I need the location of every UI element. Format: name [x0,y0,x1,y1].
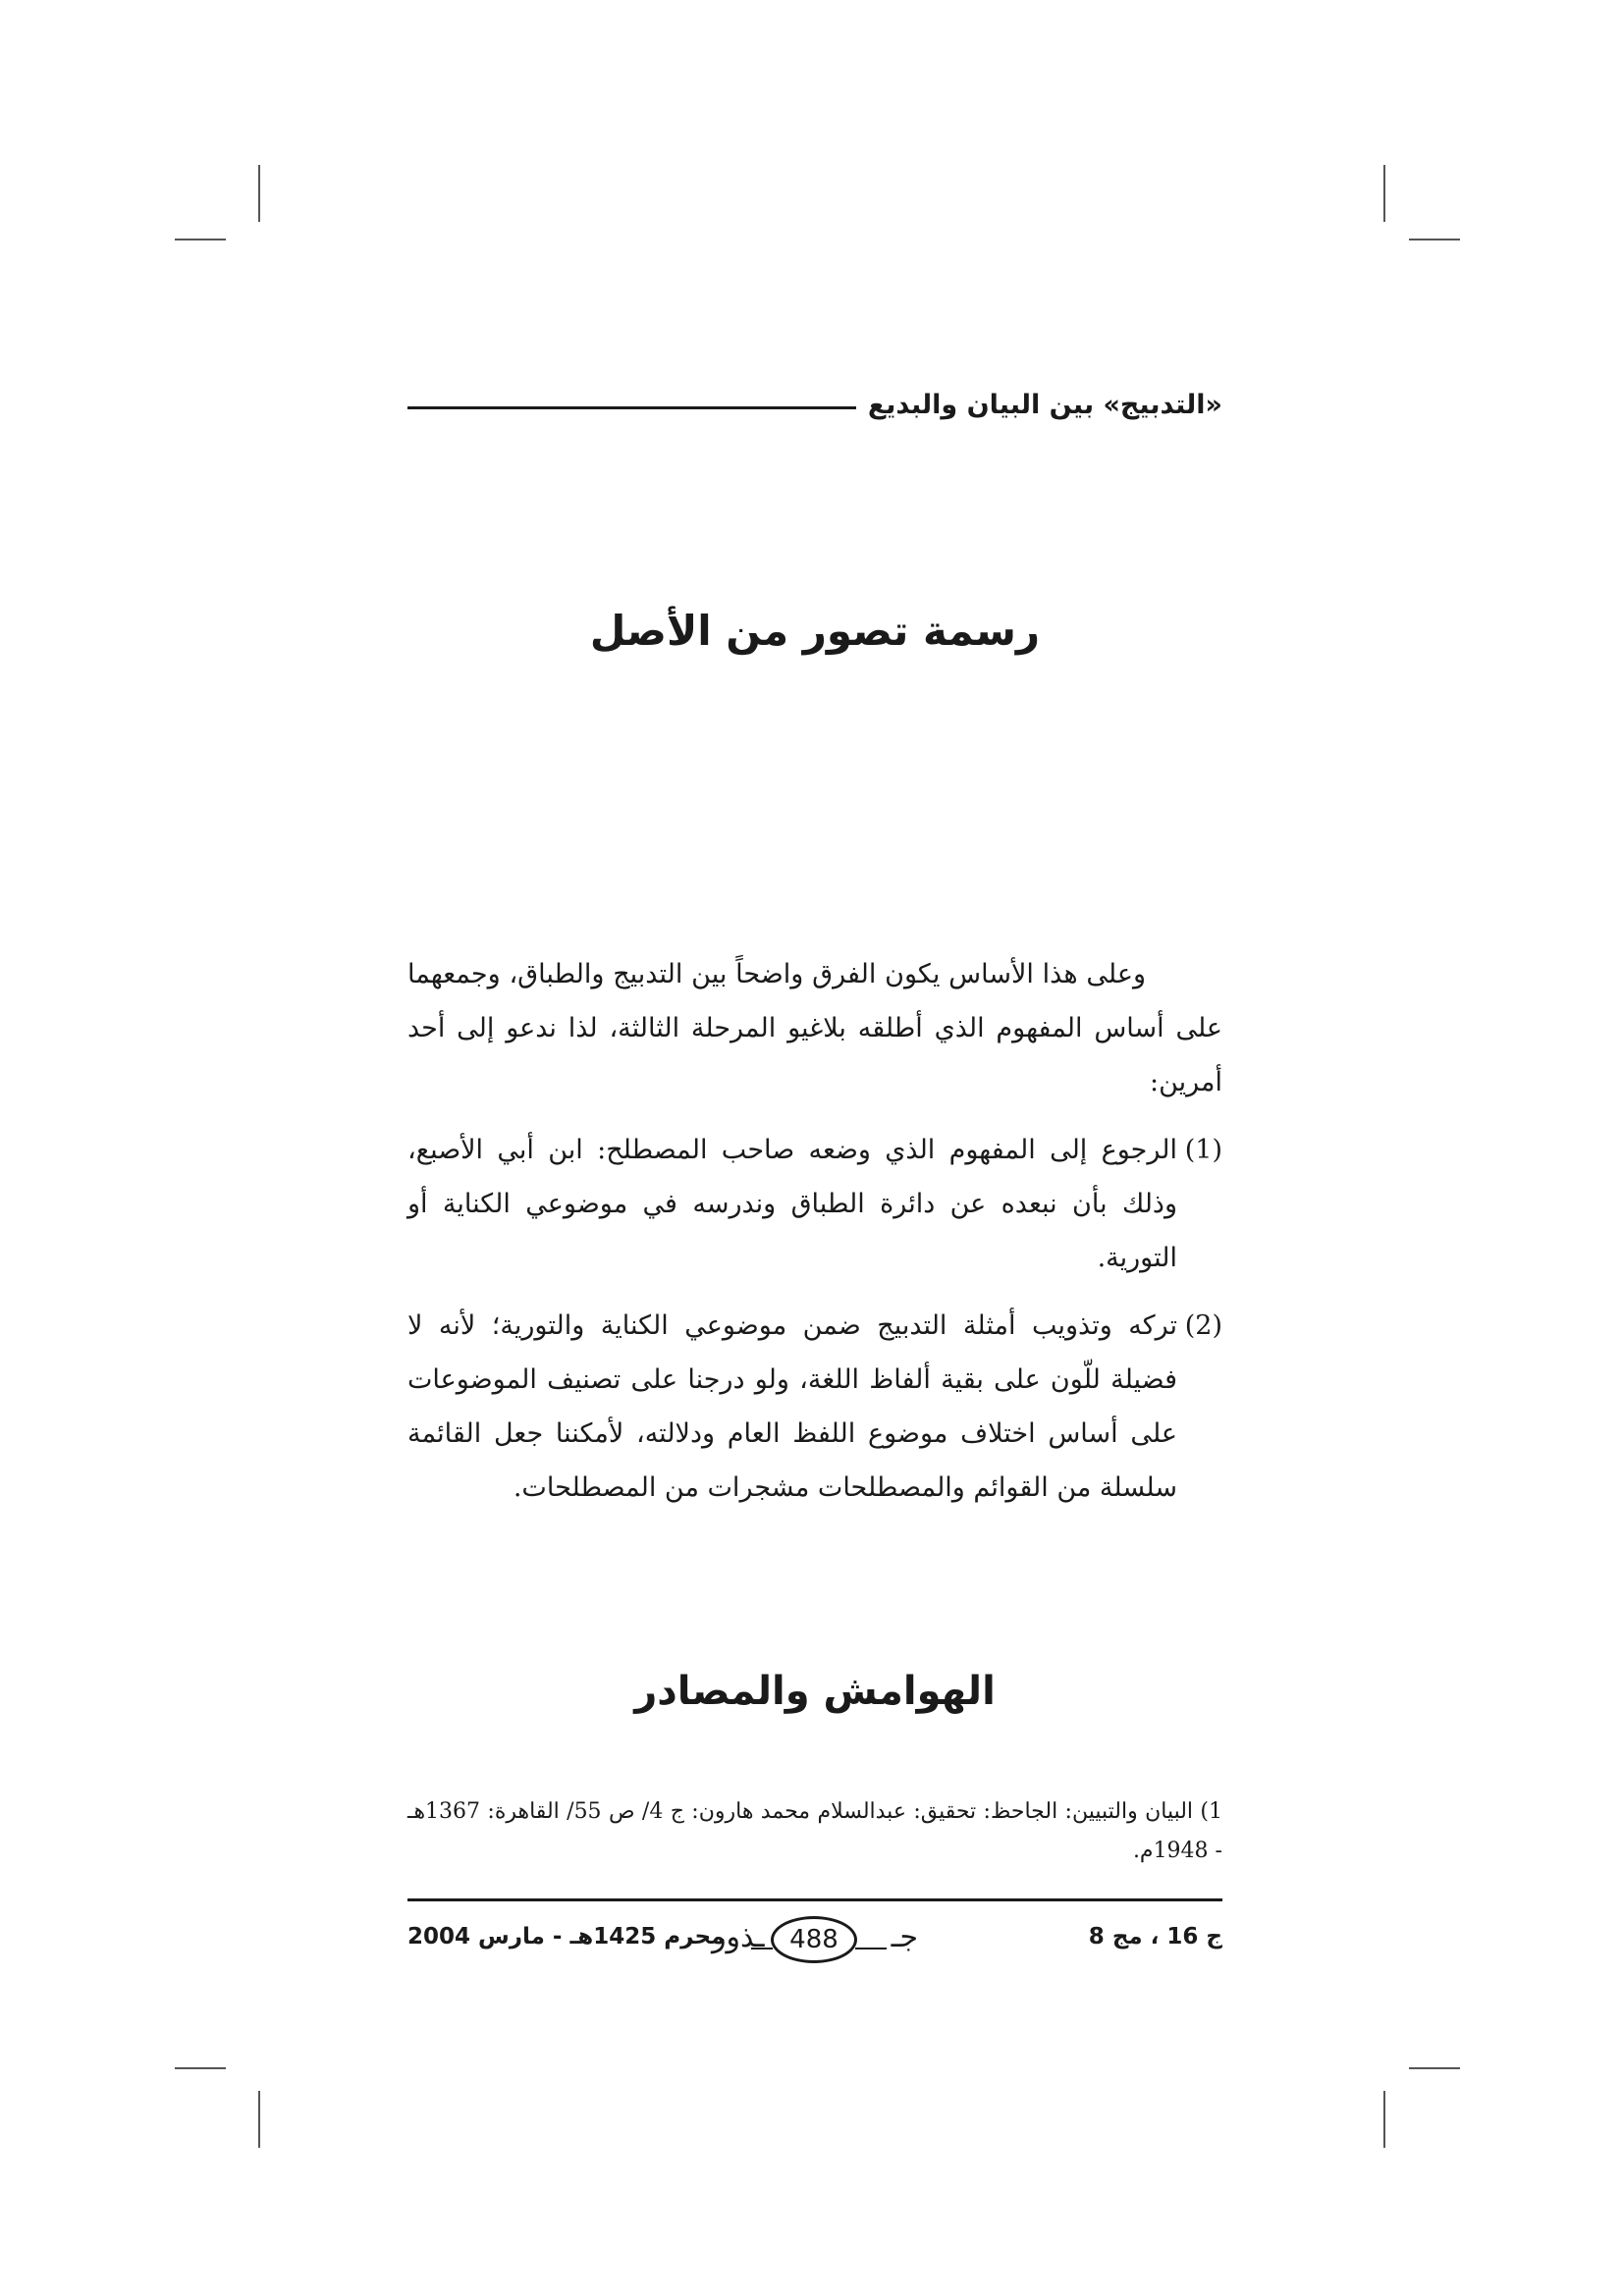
list-item-text: تركه وتذويب أمثلة التدبيج ضمن موضوعي الكناية والتورية؛ لأنه لا فضيلة للّون على بقية ألفاظ اللغة، ولو درجنا على تصنيف الموضوعات على أساس اختلاف موضوع اللفظ العام ودلالته، لأمكننا جعل القائمة سلسلة من القوائم والمصطلحات مشجرات من المصطلحات. [407,1310,1177,1503]
running-head-title: «التدبيج» بين البيان والبديع [867,390,1222,420]
journal-logo-connector [855,1948,887,1949]
crop-mark-bottom-left-horizontal [175,2067,226,2069]
crop-mark-top-left-vertical [258,165,260,222]
list-item-number: (1) [1184,1135,1222,1165]
page-number: 488 [771,1916,857,1963]
footnote: 1) البيان والتبيين: الجاحظ: تحقيق: عبدالسلام محمد هارون: ج 4/ ص 55/ القاهرة: 1367هـ - 1948م. [407,1799,1223,1863]
journal-logo [712,1914,918,1969]
crop-mark-bottom-right-horizontal [1409,2067,1460,2069]
list-item [407,1123,1222,1285]
list-item [407,1299,1222,1515]
body-intro-paragraph: وعلى هذا الأساس يكون الفرق واضحاً بين التدبيج والطباق، وجمعهما على أساس المفهوم الذي أطلقه بلاغيو المرحلة الثالثة، لذا ندعو إلى أحد أمرين: [407,959,1222,1097]
crop-mark-bottom-right-vertical [1383,2091,1385,2148]
body-text [407,947,1222,1515]
footer-volume: ج 16 ، مج 8 [1088,1924,1222,1949]
stamp-heading: رسمة تصور من الأصل [589,607,1041,655]
running-head [407,371,1222,420]
list-item-text: الرجوع إلى المفهوم الذي وضعه صاحب المصطلح: ابن أبي الأصبع، وذلك بأن نبعده عن دائرة الطباق وندرسه في موضوعي الكناية أو التورية. [407,1135,1177,1273]
page-footer [407,1914,1222,1969]
crop-mark-top-right-vertical [1383,165,1385,222]
running-head-rule [407,406,856,409]
journal-logo-left: جـ [891,1920,918,1954]
crop-mark-top-right-horizontal [1409,239,1460,240]
footer-rule [407,1898,1222,1901]
crop-mark-bottom-left-vertical [258,2091,260,2148]
footer-date: محرم 1425هـ - مارس 2004 [407,1924,726,1949]
notes-heading: الهوامش والمصادر [634,1669,996,1714]
crop-mark-top-left-horizontal [175,239,226,240]
journal-logo-right: ـذور [712,1920,765,1954]
list-item-number: (2) [1184,1310,1222,1341]
